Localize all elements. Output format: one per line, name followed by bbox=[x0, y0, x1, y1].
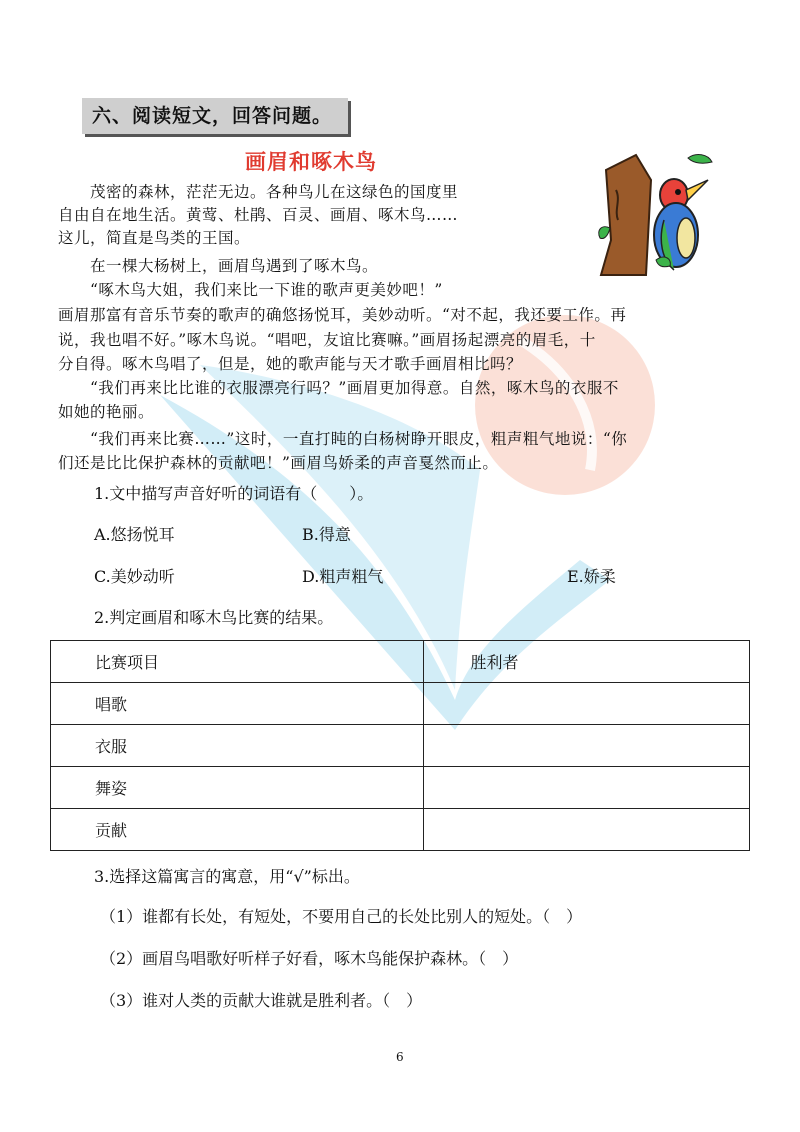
question-2-stem: 2.判定画眉和啄木鸟比赛的结果。 bbox=[94, 608, 334, 627]
q1-option-c: C.美妙动听 bbox=[94, 567, 175, 586]
answer-cell[interactable] bbox=[424, 683, 750, 725]
passage-line: 茂密的森林，茫茫无边。各种鸟儿在这绿色的国度里 bbox=[58, 183, 459, 201]
answer-cell[interactable] bbox=[424, 767, 750, 809]
table-cell: 舞姿 bbox=[51, 767, 424, 809]
table-cell: 衣服 bbox=[51, 725, 424, 767]
question-3-stem: 3.选择这篇寓言的寓意，用“√”标出。 bbox=[94, 867, 360, 886]
q1-option-a: A.悠扬悦耳 bbox=[94, 525, 175, 544]
table-row bbox=[51, 809, 750, 851]
passage-line: 在一棵大杨树上，画眉鸟遇到了啄木鸟。 bbox=[58, 257, 379, 275]
q1-option-d: D.粗声粗气 bbox=[302, 567, 384, 586]
passage-line: “我们再来比赛……”这时，一直打盹的白杨树睁开眼皮，粗声粗气地说：“你 bbox=[58, 430, 628, 448]
table-row bbox=[51, 767, 750, 809]
q3-option-3: （3）谁对人类的贡献大谁就是胜利者。（ ） bbox=[100, 991, 423, 1010]
story-title: 画眉和啄木鸟 bbox=[245, 150, 377, 174]
q3-option-1: （1）谁都有长处，有短处，不要用自己的长处比别人的短处。（ ） bbox=[100, 907, 583, 926]
answer-cell[interactable] bbox=[424, 809, 750, 851]
passage-line: 说，我也唱不好。”啄木鸟说。“唱吧，友谊比赛嘛。”画眉扬起漂亮的眉毛，十 bbox=[58, 331, 596, 349]
passage-line: 如她的艳丽。 bbox=[58, 403, 155, 421]
passage-line: 画眉那富有音乐节奏的歌声的确悠扬悦耳，美妙动听。“对不起，我还要工作。再 bbox=[58, 306, 627, 324]
passage-line: 们还是比比保护森林的贡献吧！”画眉鸟娇柔的声音戛然而止。 bbox=[58, 454, 499, 472]
passage-line: “啄木鸟大姐，我们来比一下谁的歌声更美妙吧！” bbox=[58, 281, 443, 299]
page-number: 6 bbox=[396, 1050, 404, 1064]
q1-option-e: E.娇柔 bbox=[567, 567, 616, 586]
table-header-cell: 比赛项目 bbox=[51, 641, 424, 683]
table-cell: 贡献 bbox=[51, 809, 424, 851]
passage-line: 自由自在地生活。黄莺、杜鹃、百灵、画眉、啄木鸟…… bbox=[58, 206, 459, 224]
passage-line: 分自得。啄木鸟唱了，但是，她的歌声能与天才歌手画眉相比吗？ bbox=[58, 355, 523, 373]
question-1-stem: 1.文中描写声音好听的词语有（ ）。 bbox=[94, 484, 374, 503]
passage-line: 这儿，简直是鸟类的王国。 bbox=[58, 229, 251, 247]
q1-option-b: B.得意 bbox=[302, 525, 351, 544]
woodpecker-illustration bbox=[596, 150, 716, 280]
table-header-row bbox=[51, 641, 750, 683]
table-header-cell: 胜利者 bbox=[424, 641, 750, 683]
table-row bbox=[51, 683, 750, 725]
result-table bbox=[50, 640, 750, 851]
section-title: 六、阅读短文，回答问题。 bbox=[82, 98, 348, 134]
q3-option-2: （2）画眉鸟唱歌好听样子好看，啄木鸟能保护森林。（ ） bbox=[100, 949, 519, 968]
passage-line: “我们再来比比谁的衣服漂亮行吗？”画眉更加得意。自然，啄木鸟的衣服不 bbox=[58, 379, 619, 397]
answer-cell[interactable] bbox=[424, 725, 750, 767]
table-row bbox=[51, 725, 750, 767]
table-cell: 唱歌 bbox=[51, 683, 424, 725]
